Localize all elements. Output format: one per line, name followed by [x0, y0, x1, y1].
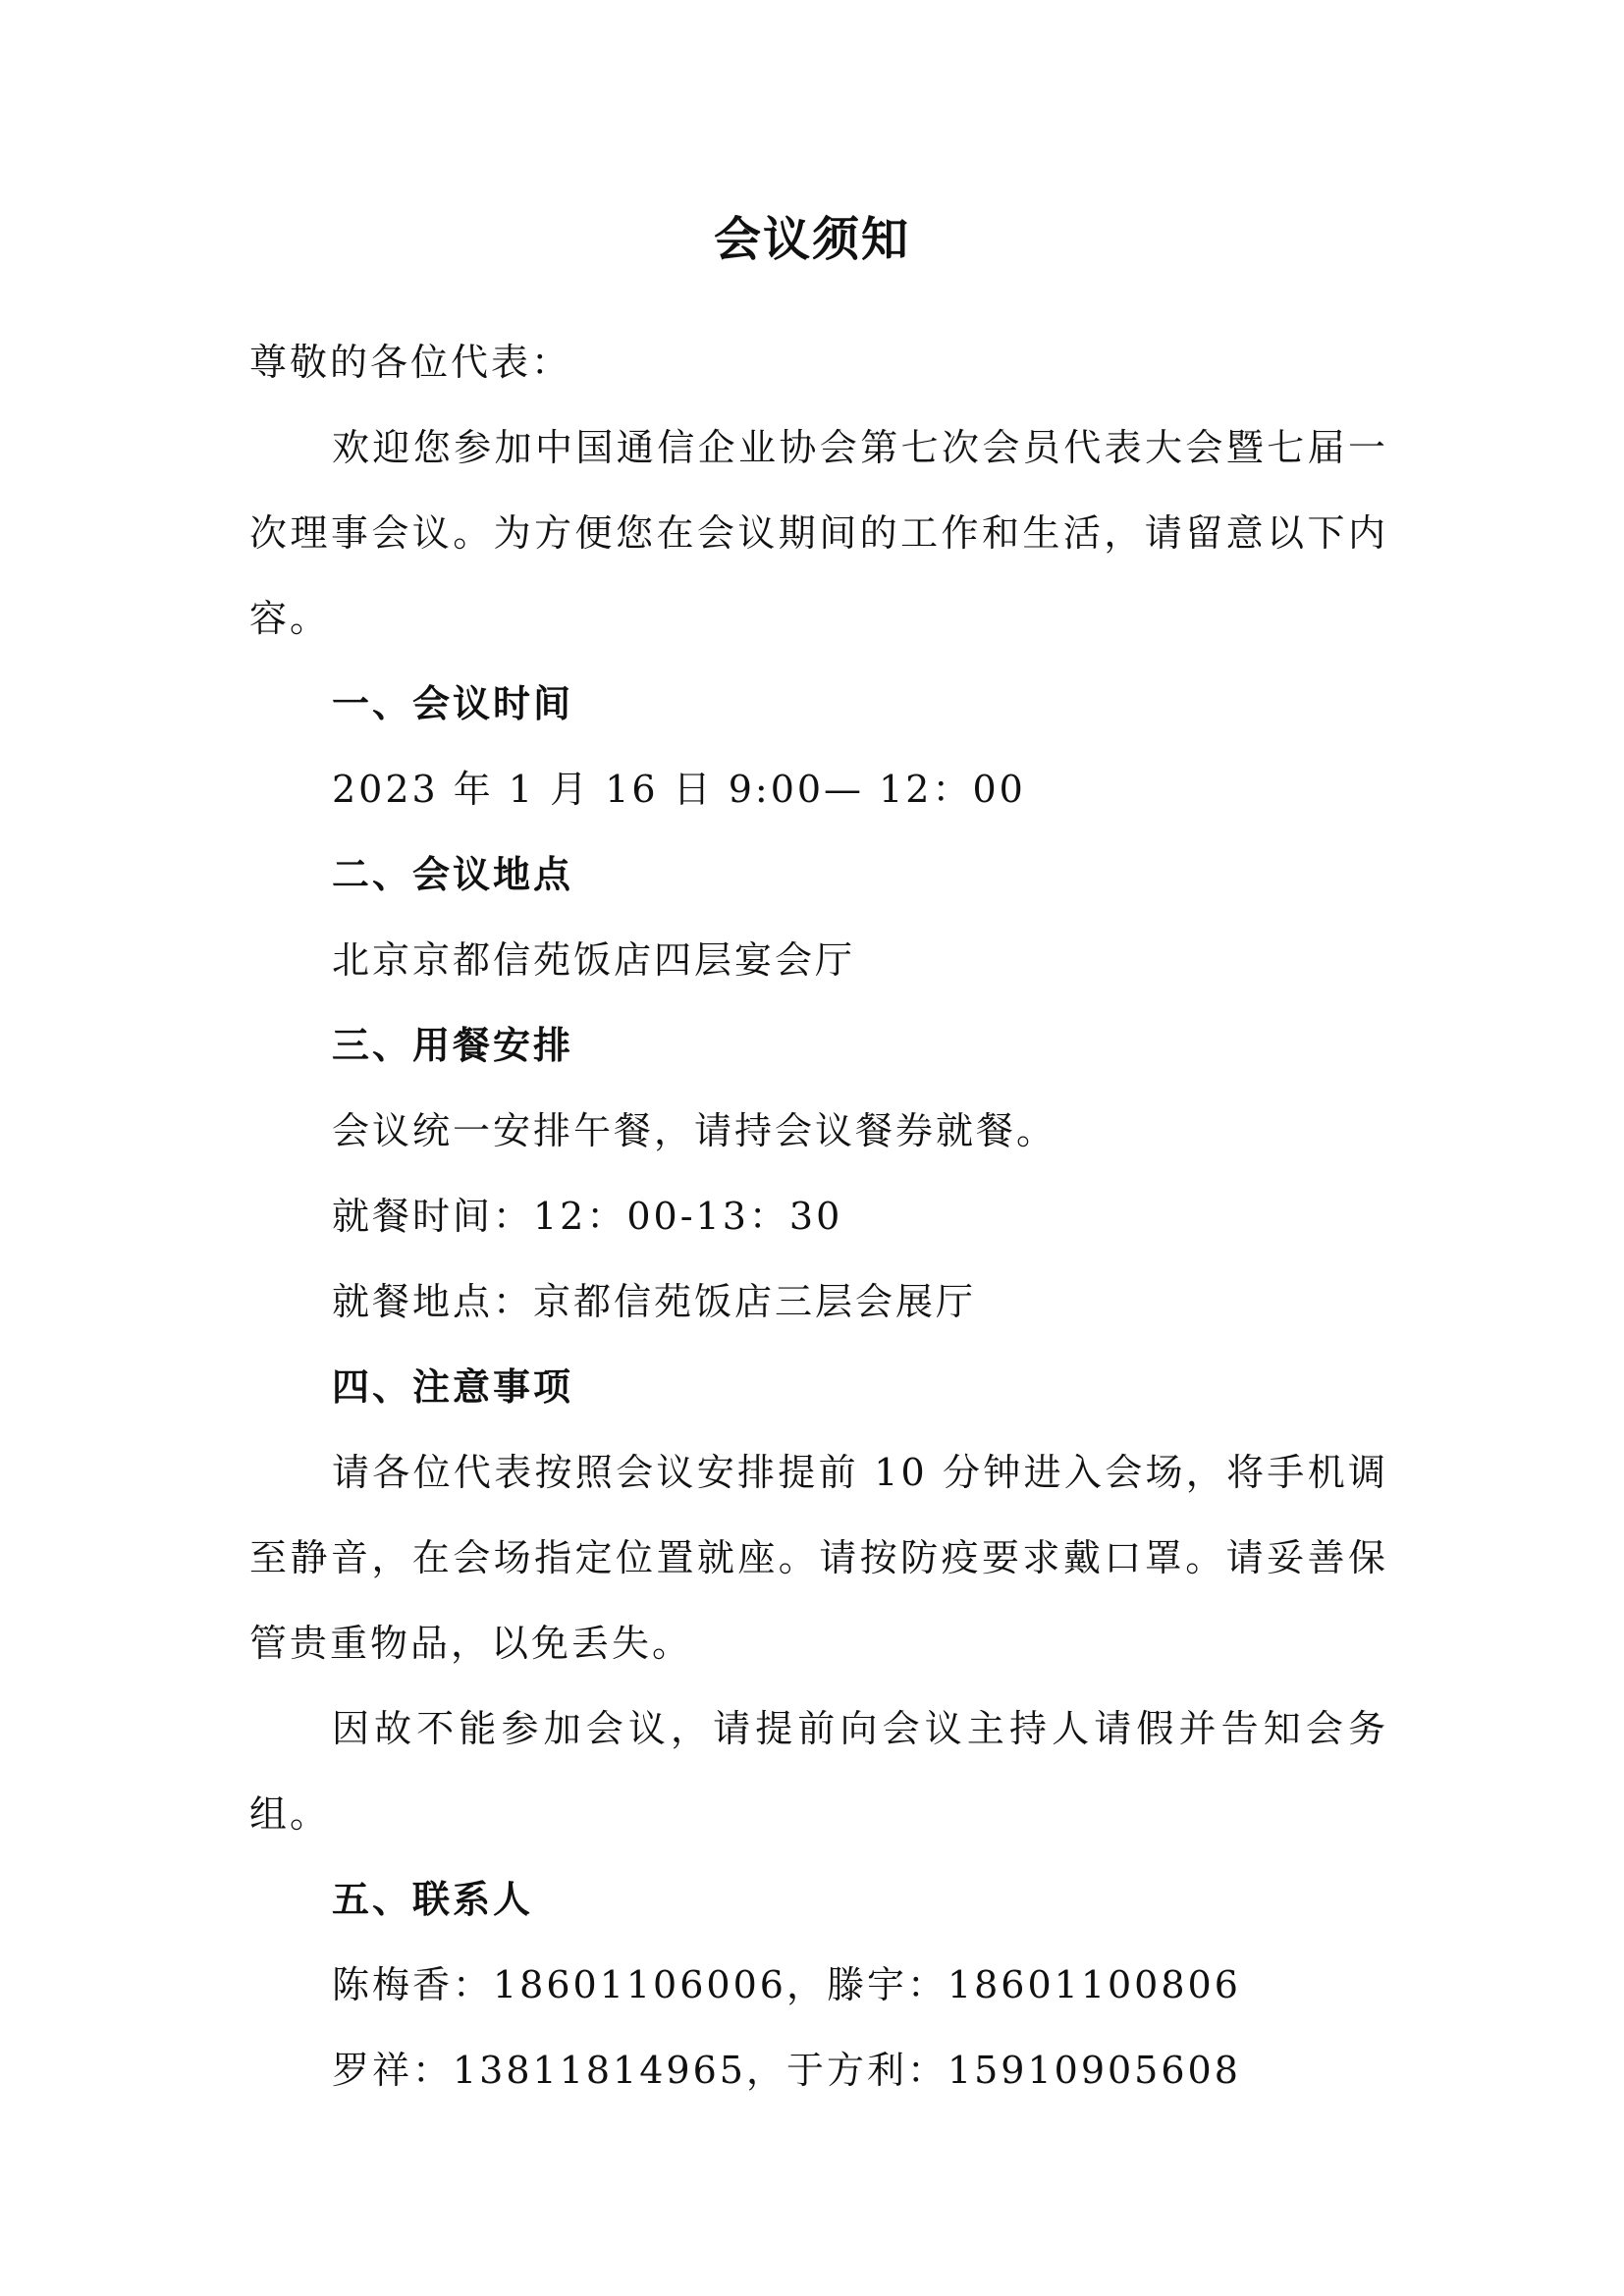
section-heading-meals: 三、用餐安排 — [332, 1024, 574, 1067]
section-heading-time: 一、会议时间 — [332, 682, 574, 725]
notes-paragraph-2: 因故不能参加会议，请提前向会议主持人请假并告知会务组。 — [249, 1707, 1388, 1836]
meal-time: 就餐时间：12：00-13：30 — [332, 1195, 843, 1238]
page-title: 会议须知 — [713, 212, 910, 267]
meal-location: 就餐地点：京都信苑饭店三层会展厅 — [332, 1280, 977, 1323]
contact-line-2: 罗祥：13811814965，于方利：15910905608 — [332, 2049, 1241, 2092]
meeting-location: 北京京都信苑饭店四层宴会厅 — [332, 938, 856, 982]
document-body — [249, 320, 1388, 2113]
section-heading-location: 二、会议地点 — [332, 853, 574, 896]
contact-line-1: 陈梅香：18601106006，滕宇：18601100806 — [332, 1963, 1241, 2006]
intro-paragraph: 欢迎您参加中国通信企业协会第七次会员代表大会暨七届一次理事会议。为方便您在会议期间的工作和生活，请留意以下内容。 — [249, 426, 1388, 640]
notes-paragraph-1: 请各位代表按照会议安排提前 10 分钟进入会场，将手机调至静音，在会场指定位置就座。请按防疫要求戴口罩。请妥善保管贵重物品，以免丢失。 — [249, 1451, 1388, 1665]
greeting: 尊敬的各位代表： — [249, 341, 572, 384]
meal-arrangement: 会议统一安排午餐，请持会议餐券就餐。 — [332, 1109, 1057, 1152]
section-heading-contacts: 五、联系人 — [332, 1878, 534, 1921]
section-heading-notes: 四、注意事项 — [332, 1365, 574, 1409]
meeting-time: 2023 年 1 月 16 日 9:00— 12：00 — [332, 768, 1026, 811]
